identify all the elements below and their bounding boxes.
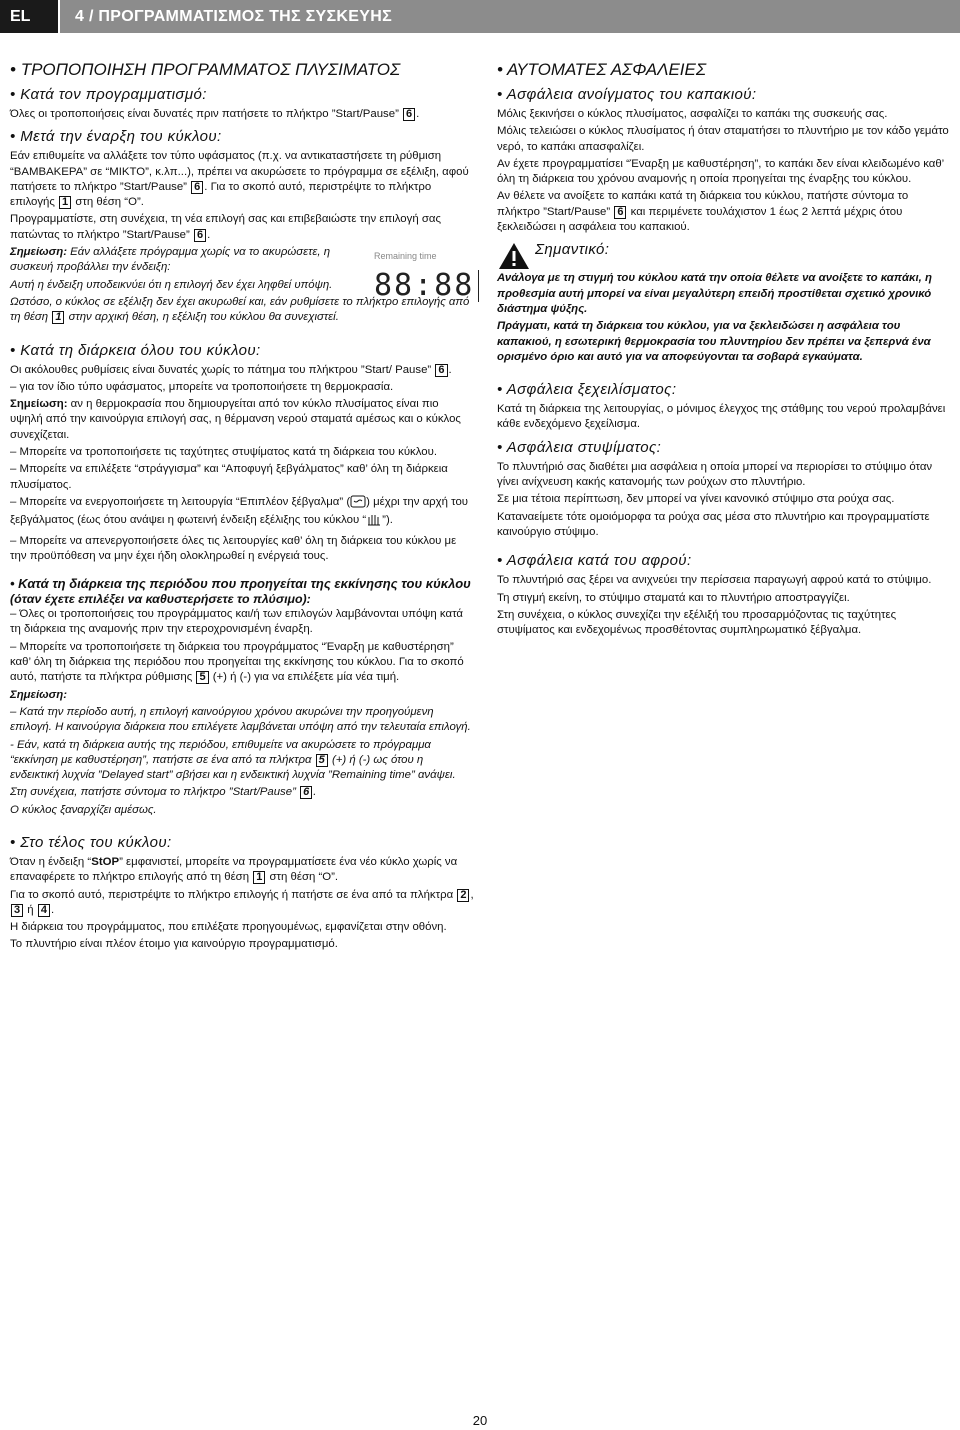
display-label: Remaining time: [374, 251, 437, 262]
paragraph: Καταναείμετε τότε ομοιόμορφα τα ρούχα σας μέσα στο πλυντήριο και προγραμματίστε καινούργιο στύψιμο.: [497, 510, 930, 538]
page-number: 20: [472, 1413, 488, 1428]
key-1: 1: [59, 196, 71, 209]
key-6: 6: [435, 364, 447, 377]
paragraph: Το πλυντήριο είναι πλέον έτοιμο για καινούργιο προγραμματισμό.: [10, 938, 338, 951]
paragraph: Μόλις τελειώσει ο κύκλος πλυσίματος ή όταν σταματήσει το πλυντήριο με τον κάδο γεμάτο νερό, το καπάκι απασφαλίζει.: [497, 125, 949, 153]
subsection-after-start: • Μετά την έναρξη του κύκλου:: [10, 128, 222, 146]
important-block: [497, 241, 949, 271]
list-item: – Μπορείτε να απενεργοποιήσετε όλες τις λειτουργίες καθ’ όλη τη διάρκεια του κύκλου με την προϋπόθεση να μην έχει ήδη ολοκληρωθεί η ενέργειά τους.: [10, 534, 457, 562]
paragraph: Στη συνέχεια, ο κύκλος συνεχίζει την εξέλιξή του προσαρμόζοντας τις ταχύτητες στυψίματος και ενδεχομένως προσθέτοντας συμπληρωματικό ξέβγαλμα.: [497, 608, 897, 637]
paragraph: Το πλυντήριό σας διαθέτει μια ασφάλεια η οποία μπορεί να περιορίσει το στύψιμο όταν γίνει ανίχνευση κακής κατανομής των ρούχων στο πλυντήριο.: [497, 460, 933, 489]
subsection-foam-safety: • Ασφάλεια κατά του αφρού:: [497, 552, 692, 570]
paragraph: Όταν η ένδειξη “StOP” εμφανιστεί, μπορείτε να προγραμματίσετε ένα νέο κύκλο χωρίς να επαναφέρετε το πλήκτρο επιλογής από τη θέση 1 στη θέση “O”.: [10, 855, 458, 884]
key-3: 3: [11, 904, 23, 917]
note-block: [10, 245, 475, 304]
key-1: 1: [52, 311, 64, 324]
hand-wash-icon: [366, 513, 382, 531]
right-column: [497, 60, 949, 640]
subsection-during-cycle: • Κατά τη διάρκεια όλου του κύκλου:: [10, 341, 261, 359]
paragraph: Αν έχετε προγραμματίσει “Έναρξη με καθυστέρηση”, το καπάκι δεν είναι κλειδωμένο καθ’ όλη τη διάρκεια του χρόνου αναμονής η οποία προηγείται της έναρξης του κύκλου.: [497, 157, 944, 186]
paragraph: Η διάρκεια του προγράμματος, που επιλέξατε προηγουμένως, εμφανίζεται στην οθόνη.: [10, 921, 447, 934]
key-6: 6: [300, 786, 312, 799]
extra-rinse-icon: [350, 495, 366, 513]
display-digits: 88:88: [374, 270, 479, 302]
remaining-time-display: [374, 249, 474, 321]
paragraph: Κατά τη διάρκεια της λειτουργίας, ο μόνιμος έλεγχος της στάθμης του νερού προλαμβάνει κάθε ενδεχόμενο ξεχείλισμα.: [497, 403, 946, 431]
list-item: – Μπορείτε να επιλέξετε “στράγγισμα” και “Αποφυγή ξεβγάλματος” καθ’ όλη τη διάρκεια πλυσίματος.: [10, 463, 448, 491]
list-item: – Μπορείτε να ενεργοποιήσετε τη λειτουργία “Επιπλέον ξέβγαλμα” ( ) μέχρι την αρχή του ξεβγάλματος (έως ότου ανάψει η φωτεινή ένδειξη εξέλιξης του κύκλου “ ”).: [10, 495, 474, 532]
paragraph: Σε μια τέτοια περίπτωση, δεν μπορεί να γίνει κανονικό στύψιμο στα ρούχα σας.: [497, 493, 895, 506]
subsection-delayed-start: • Κατά τη διάρκεια της περιόδου που προηγείται της εκκίνησης του κύκλου (όταν έχετε επιλέξει να καθυστερήσετε το πλύσιμο):: [10, 576, 471, 607]
note-text: Ο κύκλος ξαναρχίζει αμέσως.: [10, 803, 157, 816]
key-6: 6: [194, 229, 206, 242]
page-header: [0, 0, 960, 33]
list-item: – Όλες οι τροποποιήσεις του προγράμματος και/ή των επιλογών λαμβάνονται υπόψη κατά τη διάρκεια της αναμονής πριν την ετεροχρονισμένη έναρξη.: [10, 608, 463, 636]
paragraph: Για το σκοπό αυτό, περιστρέψτε το πλήκτρο επιλογής ή πατήστε σε ένα από τα πλήκτρα 2 , 3 ή 4 .: [10, 888, 474, 916]
paragraph: Όλες οι τροποποιήσεις είναι δυνατές πριν πατήσετε το πλήκτρο ”Start/Pause” 6 .: [10, 108, 420, 120]
note-text: Στη συνέχεια, πατήστε σύντομα το πλήκτρο ”Start/Pause” 6 .: [10, 786, 317, 799]
key-6: 6: [403, 108, 415, 121]
section-title-program-change: • ΤΡΟΠΟΠΟΙΗΣΗ ΠΡΟΓΡΑΜΜΑΤΟΣ ΠΛΥΣΙΜΑΤΟΣ: [10, 60, 401, 79]
important-text: Πράγματι, κατά τη διάρκεια του κύκλου, για να ξεκλειδώσει η ασφάλεια του καπακιού, η εσωτερική θερμοκρασία του πλυντηρίου δεν πρέπει να ξεπερνά ένα ορισμένο όριο και αυτό για να αποφεύγονται τα σοβαρά εγκαύματα.: [497, 320, 931, 363]
subsection-during-programming: • Κατά τον προγραμματισμό:: [10, 86, 207, 103]
key-2: 2: [457, 889, 469, 902]
list-item: – Μπορείτε να τροποποιήσετε τη διάρκεια του προγράμματος “Έναρξη με καθυστέρηση” καθ’ όλη τη διάρκεια της περιόδου που προηγείται της εκκίνησης του κύκλου. Για το σκοπό αυτό, πατήστε τα πλήκτρα ρύθμισης 5 (+) ή (-) για να επιλέξετε μία νέα τιμή.: [10, 640, 464, 684]
list-item: Σημείωση: αν η θερμοκρασία που δημιουργείται από τον κύκλο πλυσίματος είναι πιο υψηλή από την καινούργια επιλογή σας, η θέρμανση νερού σταματά αμέσως και ο κύκλος συνεχίζεται.: [10, 398, 461, 441]
important-title: Σημαντικό:: [535, 241, 610, 259]
note-text: Σημείωση: Εάν αλλάξετε πρόγραμμα χωρίς να το ακυρώσετε, η συσκευή προβάλλει την ένδειξη:: [10, 246, 331, 274]
language-tab: EL: [0, 0, 58, 33]
key-1: 1: [253, 871, 265, 884]
key-5: 5: [316, 754, 328, 767]
paragraph: Προγραμματίστε, στη συνέχεια, τη νέα επιλογή σας και επιβεβαιώστε την επιλογή σας πατώντας το πλήκτρο ”Start/Pause” 6 .: [10, 213, 441, 241]
chapter-title: 4 / ΠΡΟΓΡΑΜΜΑΤΙΣΜΟΣ ΤΗΣ ΣΥΣΚΕΥΗΣ: [60, 0, 960, 33]
subsection-end-of-cycle: • Στο τέλος του κύκλου:: [10, 833, 172, 851]
important-text: Ανάλογα με τη στιγμή του κύκλου κατά την οποία θέλετε να ανοίξετε το καπάκι, η προθεσμία αυτή μπορεί να είναι μεγαλύτερη επειδή προστίθεται σχετικό χρονικό διάστημα ψύξης.: [497, 272, 932, 315]
warning-icon: [497, 241, 531, 271]
paragraph: Οι ακόλουθες ρυθμίσεις είναι δυνατές χωρίς το πάτημα του πλήκτρου ”Start/ Pause” 6 .: [10, 363, 452, 376]
paragraph: Μόλις ξεκινήσει ο κύκλος πλυσίματος, ασφαλίζει το καπάκι της συσκευής σας.: [497, 108, 888, 120]
paragraph: Το πλυντήριό σας ξέρει να ανιχνεύει την περίσσεια παραγωγή αφρού κατά το στύψιμο.: [497, 574, 932, 587]
paragraph: Τη στιγμή εκείνη, το στύψιμο σταματά και το πλυντήριο αποστραγγίζει.: [497, 591, 850, 604]
list-item: – Μπορείτε να τροποποιήσετε τις ταχύτητες στυψίματος κατά τη διάρκεια του κύκλου.: [10, 446, 437, 459]
note-text: Αυτή η ένδειξη υποδεικνύει ότι η επιλογή δεν έχει ληφθεί υπόψη.: [10, 278, 333, 291]
paragraph: Αν θέλετε να ανοίξετε το καπάκι κατά τη διάρκεια του κύκλου, πατήστε σύντομα το πλήκτρο ”Start/Pause” 6 και περιμένετε τουλάχιστον 1 έως 2 λεπτά μέχρις ότου ξεκλειδώσει η ασφάλεια του καπακιού.: [497, 190, 909, 234]
note-text: – Κατά την περίοδο αυτή, η επιλογή καινούργιου χρόνου ακυρώνει την προηγούμενη επιλογή. Η καινούργια διάρκεια που επιλέγετε λαμβάνεται υπόψη από την τελευταία επιλογή.: [10, 705, 471, 734]
key-4: 4: [38, 904, 50, 917]
key-5: 5: [196, 671, 208, 684]
note-text: Ωστόσο, ο κύκλος σε εξέλιξη δεν έχει ακυρωθεί και, εάν ρυθμίσετε το πλήκτρο επιλογής από τη θέση 1 στην αρχική θέση, η εξέλιξη του κύκλου θα συνεχιστεί.: [10, 295, 470, 324]
list-item: – για τον ίδιο τύπο υφάσματος, μπορείτε να τροποποιήσετε τη θερμοκρασία.: [10, 380, 394, 393]
subsection-overflow-safety: • Ασφάλεια ξεχειλίσματος:: [497, 381, 677, 399]
key-6: 6: [191, 181, 203, 194]
section-title-automatic-safety: • ΑΥΤΟΜΑΤΕΣ ΑΣΦΑΛΕΙΕΣ: [497, 60, 707, 79]
subsection-lid-safety: • Ασφάλεια ανοίγματος του καπακιού:: [497, 86, 757, 103]
subsection-spin-safety: • Ασφάλεια στυψίματος:: [497, 438, 662, 456]
note-label: Σημείωση:: [10, 688, 67, 701]
left-column: [10, 60, 474, 955]
note-text: - Εάν, κατά τη διάρκεια αυτής της περιόδου, επιθυμείτε να ακυρώσετε το πρόγραμμα “εκκίνηση με καθυστέρηση”, πατήστε σε ένα από τα πλήκτρα 5 (+) ή (-) ως ότου η ενδεικτική λυχνία ”Delayed start” σβήσει και η ενδεικτική λυχνία ”Remaining time” ανάψει.: [10, 738, 456, 782]
key-6: 6: [614, 206, 626, 219]
paragraph: Εάν επιθυμείτε να αλλάξετε τον τύπο υφάσματος (π.χ. να αντικαταστήσετε τη ρύθμιση “ΒΑΜΒΑΚΕΡΑ” σε “ΜΙΚΤΟ”, κ.λπ...), πρέπει να ακυρώσετε το πρόγραμμα σε εξέλιξη, αφού πατήσετε το πλήκτρο ”Start/Pause” 6 . Για το σκοπό αυτό, περιστρέψτε το πλήκτρο επιλογής 1 στη θέση “O”.: [10, 150, 469, 209]
